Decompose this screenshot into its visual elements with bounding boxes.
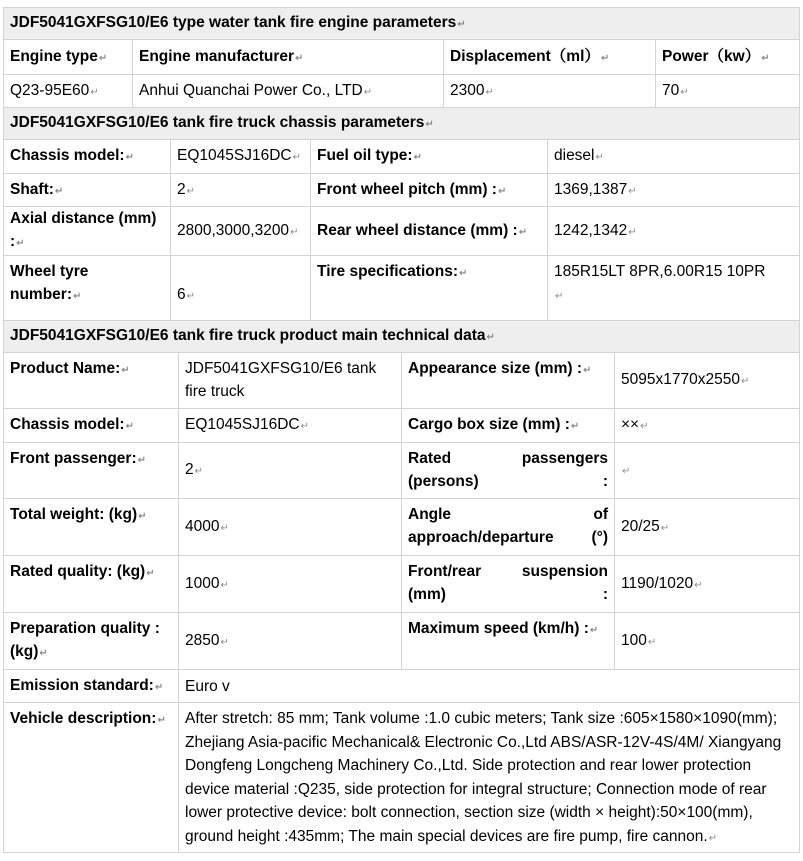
table-row — [4, 499, 800, 556]
shaft-label: Shaft:↵ — [4, 174, 171, 207]
preparation-quality-label: Preparation quality :(kg)↵ — [4, 613, 179, 670]
wheel-tyre-number-value: 6↵ — [171, 256, 311, 335]
cargo-box-size-value: ××↵ — [615, 409, 800, 443]
vehicle-description-value: After stretch: 85 mm; Tank volume :1.0 cubic meters; Tank size :605×1580×1090(mm); Zhejiang Asia-pacific Mechanical& Electronic Co.,Ltd ABS/ASR-12V-4S/4M/ Xiangyang Dongfeng Longcheng Machinery Co.,Ltd. Side protection and rear lower protection device material :Q235, side protection for integral structure; Connection mode of rear lower protective device: bolt connection, section size (width × height):50×100(mm), ground height :435mm; The main special devices are fire pump, fire cannon.↵ — [179, 703, 800, 853]
product-name-label: Product Name:↵ — [4, 353, 179, 409]
chassis-model-value: EQ1045SJ16DC↵ — [171, 140, 311, 174]
table-row — [4, 670, 800, 703]
appearance-size-label: Appearance size (mm) :↵ — [402, 353, 615, 409]
engine-manufacturer-header: Engine manufacturer↵ — [133, 40, 444, 75]
front-passenger-value: 2↵ — [179, 443, 402, 499]
emission-standard-value: Euro v — [179, 670, 800, 703]
power-value: 70↵ — [656, 75, 800, 109]
tire-specifications-value: 185R15LT 8PR,6.00R15 10PR ↵ — [548, 256, 800, 335]
chassis-parameters-table — [3, 107, 800, 335]
engine-parameters-table — [3, 7, 800, 109]
rated-quality-value: 1000↵ — [179, 556, 402, 613]
rated-passengers-label: Rated passengers (persons) : — [402, 443, 615, 499]
fuel-oil-type-label: Fuel oil type:↵ — [311, 140, 548, 174]
table-row — [4, 556, 800, 613]
table-row — [4, 613, 800, 670]
engine-manufacturer-value: Anhui Quanchai Power Co., LTD↵ — [133, 75, 444, 109]
displacement-header: Displacement（ml）↵ — [444, 40, 656, 75]
table-row — [4, 174, 800, 207]
product-technical-data-table — [3, 320, 800, 853]
total-weight-label: Total weight: (kg)↵ — [4, 499, 179, 556]
product-chassis-model-label: Chassis model:↵ — [4, 409, 179, 443]
chassis-section-title: JDF5041GXFSG10/E6 tank fire truck chassis parameters↵ — [4, 108, 800, 140]
table-row — [4, 353, 800, 409]
maximum-speed-value: 100↵ — [615, 613, 800, 670]
engine-type-value: Q23-95E60↵ — [4, 75, 133, 109]
front-wheel-pitch-value: 1369,1387↵ — [548, 174, 800, 207]
axial-distance-value: 2800,3000,3200↵ — [171, 207, 311, 256]
front-wheel-pitch-label: Front wheel pitch (mm) :↵ — [311, 174, 548, 207]
wheel-tyre-number-label: Wheel tyre number:↵ — [4, 256, 171, 335]
tire-specifications-label: Tire specifications:↵ — [311, 256, 548, 335]
front-rear-suspension-value: 1190/1020↵ — [615, 556, 800, 613]
approach-departure-angle-label: Angle of approach/departure (°) — [402, 499, 615, 556]
front-passenger-label: Front passenger:↵ — [4, 443, 179, 499]
product-name-value: JDF5041GXFSG10/E6 tank fire truck — [179, 353, 402, 409]
table-row — [4, 207, 800, 256]
table-row — [4, 140, 800, 174]
rated-quality-label: Rated quality: (kg)↵ — [4, 556, 179, 613]
table-row — [4, 703, 800, 853]
chassis-model-label: Chassis model:↵ — [4, 140, 171, 174]
appearance-size-value: 5095x1770x2550↵ — [615, 353, 800, 409]
total-weight-value: 4000↵ — [179, 499, 402, 556]
axial-distance-label: Axial distance (mm) :↵ — [4, 207, 171, 256]
rated-passengers-value: ↵ — [615, 443, 800, 499]
cargo-box-size-label: Cargo box size (mm) :↵ — [402, 409, 615, 443]
displacement-value: 2300↵ — [444, 75, 656, 109]
engine-section-title: JDF5041GXFSG10/E6 type water tank fire engine parameters↵ — [4, 8, 800, 40]
power-header: Power（kw）↵ — [656, 40, 800, 75]
fuel-oil-type-value: diesel↵ — [548, 140, 800, 174]
product-section-title: JDF5041GXFSG10/E6 tank fire truck product main technical data↵ — [4, 321, 800, 353]
maximum-speed-label: Maximum speed (km/h) :↵ — [402, 613, 615, 670]
product-chassis-model-value: EQ1045SJ16DC↵ — [179, 409, 402, 443]
table-row — [4, 443, 800, 499]
rear-wheel-distance-label: Rear wheel distance (mm) :↵ — [311, 207, 548, 256]
emission-standard-label: Emission standard:↵ — [4, 670, 179, 703]
approach-departure-angle-value: 20/25↵ — [615, 499, 800, 556]
shaft-value: 2↵ — [171, 174, 311, 207]
table-row — [4, 409, 800, 443]
preparation-quality-value: 2850↵ — [179, 613, 402, 670]
rear-wheel-distance-value: 1242,1342↵ — [548, 207, 800, 256]
front-rear-suspension-label: Front/rear suspension (mm) : — [402, 556, 615, 613]
engine-type-header: Engine type↵ — [4, 40, 133, 75]
vehicle-description-label: Vehicle description:↵ — [4, 703, 179, 853]
